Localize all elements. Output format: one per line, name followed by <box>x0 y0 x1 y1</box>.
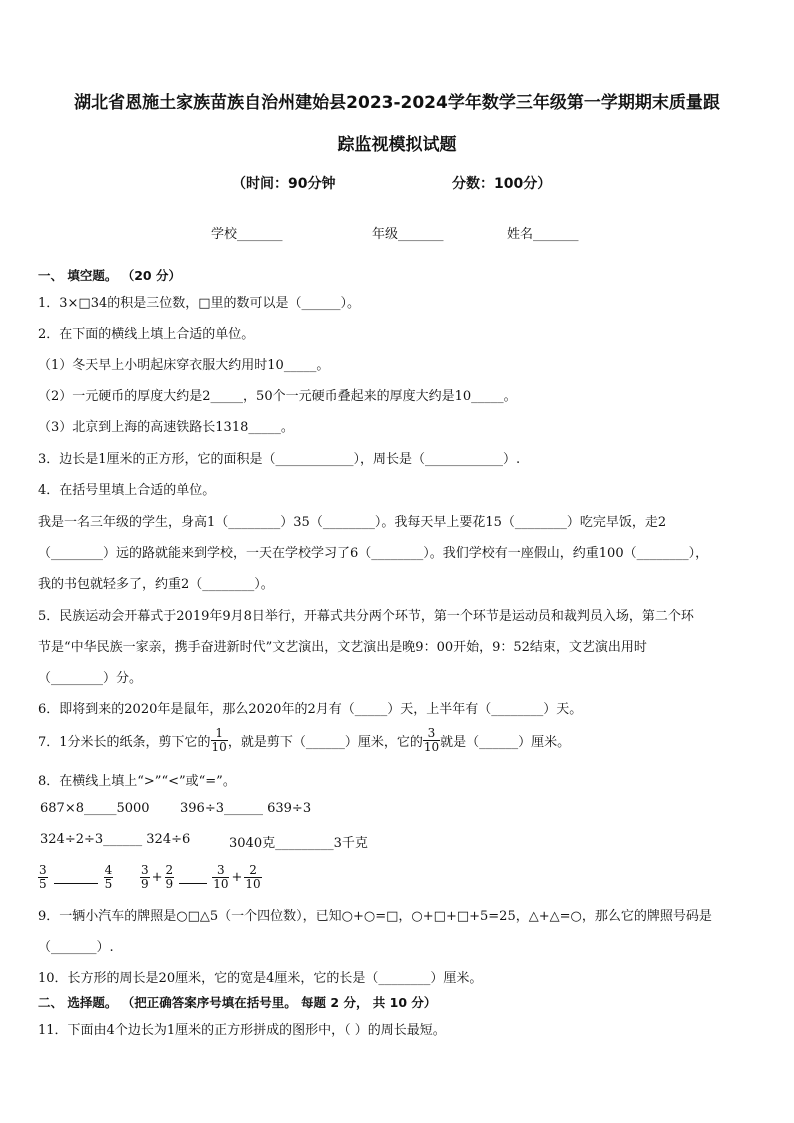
compare-2: 396÷3______ 639÷3 <box>180 801 312 816</box>
fraction-numerator: 1 <box>211 727 228 741</box>
fraction-numerator: 2 <box>165 862 174 877</box>
fraction-denominator: 9 <box>165 876 174 891</box>
grade-field[interactable]: 年级_______ <box>372 227 444 242</box>
fraction-denominator: 9 <box>141 876 149 891</box>
fraction-3-10 <box>212 864 229 891</box>
fraction-numerator: 4 <box>104 862 113 877</box>
question-4: 4．在括号里填上合适的单位。 <box>38 483 216 498</box>
fraction-denominator: 10 <box>245 876 261 891</box>
fraction-4-5 <box>104 864 114 891</box>
question-9-line-2: （_______）. <box>38 940 114 955</box>
fraction-denominator: 10 <box>423 739 440 754</box>
time-label: （时间：90分钟 <box>232 176 336 192</box>
question-7-text-a: 7．1分米长的纸条，剪下它的 <box>38 734 211 750</box>
fraction-3-9 <box>140 864 150 891</box>
title-line-2: 踪监视模拟试题 <box>337 135 457 155</box>
title-line-1: 湖北省恩施土家族苗族自治州建始县2023-2024学年数学三年级第一学期期末质量跟 <box>74 93 720 113</box>
answer-blank[interactable] <box>179 871 207 884</box>
section-2-heading: 二、 选择题。 （把正确答案序号填在括号里。 每题 2 分， 共 10 分） <box>38 995 437 1010</box>
fraction-1-10 <box>211 727 228 754</box>
question-7-text-b: ，就是剪下（______）厘米，它的 <box>227 734 423 750</box>
question-7 <box>38 720 570 760</box>
fraction-numerator: 3 <box>212 864 229 878</box>
question-8: 8．在横线上填上“>”“<”或“=”。 <box>38 774 236 789</box>
name-field[interactable]: 姓名_______ <box>507 227 579 242</box>
question-6: 6．即将到来的2020年是鼠年，那么2020年的2月有（_____）天，上半年有（________）天。 <box>38 702 583 717</box>
question-3: 3．边长是1厘米的正方形，它的面积是（____________），周长是（____________）. <box>38 452 521 467</box>
question-2-2: （2）一元硬币的厚度大约是2_____，50个一元硬币叠起来的厚度大约是10_____。 <box>38 389 517 404</box>
section-1-heading: 一、 填空题。 （20 分） <box>38 268 181 283</box>
fraction-numerator: 3 <box>141 862 149 877</box>
fraction-3-10 <box>423 727 440 754</box>
question-1: 1．3×□34的积是三位数，□里的数可以是（______）。 <box>38 296 361 311</box>
compare-3: 324÷2÷3______ 324÷6 <box>40 832 191 847</box>
fraction-2-10 <box>244 864 261 891</box>
question-9-line-1: 9．一辆小汽车的牌照是○□△5（一个四位数），已知○+○=□，○+□+□+5=25，△+△=○，那么它的牌照号码是 <box>38 909 712 924</box>
fraction-2-9 <box>165 864 175 891</box>
fraction-numerator: 2 <box>244 864 261 878</box>
fraction-numerator: 3 <box>423 727 440 741</box>
compare-4: 3040克_________3千克 <box>229 836 368 851</box>
fraction-denominator: 5 <box>39 876 47 891</box>
plus-sign: + <box>231 869 243 885</box>
compare-fractions-1 <box>38 856 113 898</box>
question-2: 2．在下面的横线上填上合适的单位。 <box>38 327 255 342</box>
fraction-denominator: 5 <box>104 876 113 891</box>
answer-blank[interactable] <box>54 871 98 884</box>
question-2-3: （3）北京到上海的高速铁路长1318_____。 <box>38 420 294 435</box>
question-10: 10．长方形的周长是20厘米，它的宽是4厘米，它的长是（________）厘米。 <box>38 971 483 986</box>
question-4-line-1: 我是一名三年级的学生，身高1（________）35（________）。我每天早上要花15（________）吃完早饭，走2 <box>38 515 667 530</box>
fraction-denominator: 10 <box>211 739 227 754</box>
plus-sign: + <box>151 869 163 885</box>
question-5-line-1: 5．民族运动会开幕式于2019年9月8日举行，开幕式共分两个环节，第一个环节是运动员和裁判员入场，第二个环 <box>38 609 694 624</box>
score-label: 分数：100分） <box>452 176 552 192</box>
question-4-line-2: （________）远的路就能来到学校，一天在学校学习了6（________）。我们学校有一座假山，约重100（________）， <box>38 546 709 561</box>
question-5-line-2: 节是“中华民族一家亲，携手奋进新时代”文艺演出，文艺演出是晚9：00开始，9：52结束，文艺演出用时 <box>38 640 647 655</box>
question-5-line-3: （________）分。 <box>38 671 143 686</box>
question-7-text-c: 就是（______）厘米。 <box>440 734 571 750</box>
school-field[interactable]: 学校_______ <box>211 227 283 242</box>
fraction-numerator: 3 <box>39 862 47 877</box>
question-11: 11．下面由4个边长为1厘米的正方形拼成的图形中，（ ）的周长最短。 <box>38 1023 446 1038</box>
fraction-denominator: 10 <box>213 876 229 891</box>
compare-1: 687×8_____5000 <box>40 801 150 816</box>
fraction-3-5 <box>38 864 48 891</box>
question-2-1: （1）冬天早上小明起床穿衣服大约用时10_____。 <box>38 358 330 373</box>
question-4-line-3: 我的书包就轻多了，约重2（________）。 <box>38 577 274 592</box>
compare-fractions-2 <box>140 856 262 898</box>
